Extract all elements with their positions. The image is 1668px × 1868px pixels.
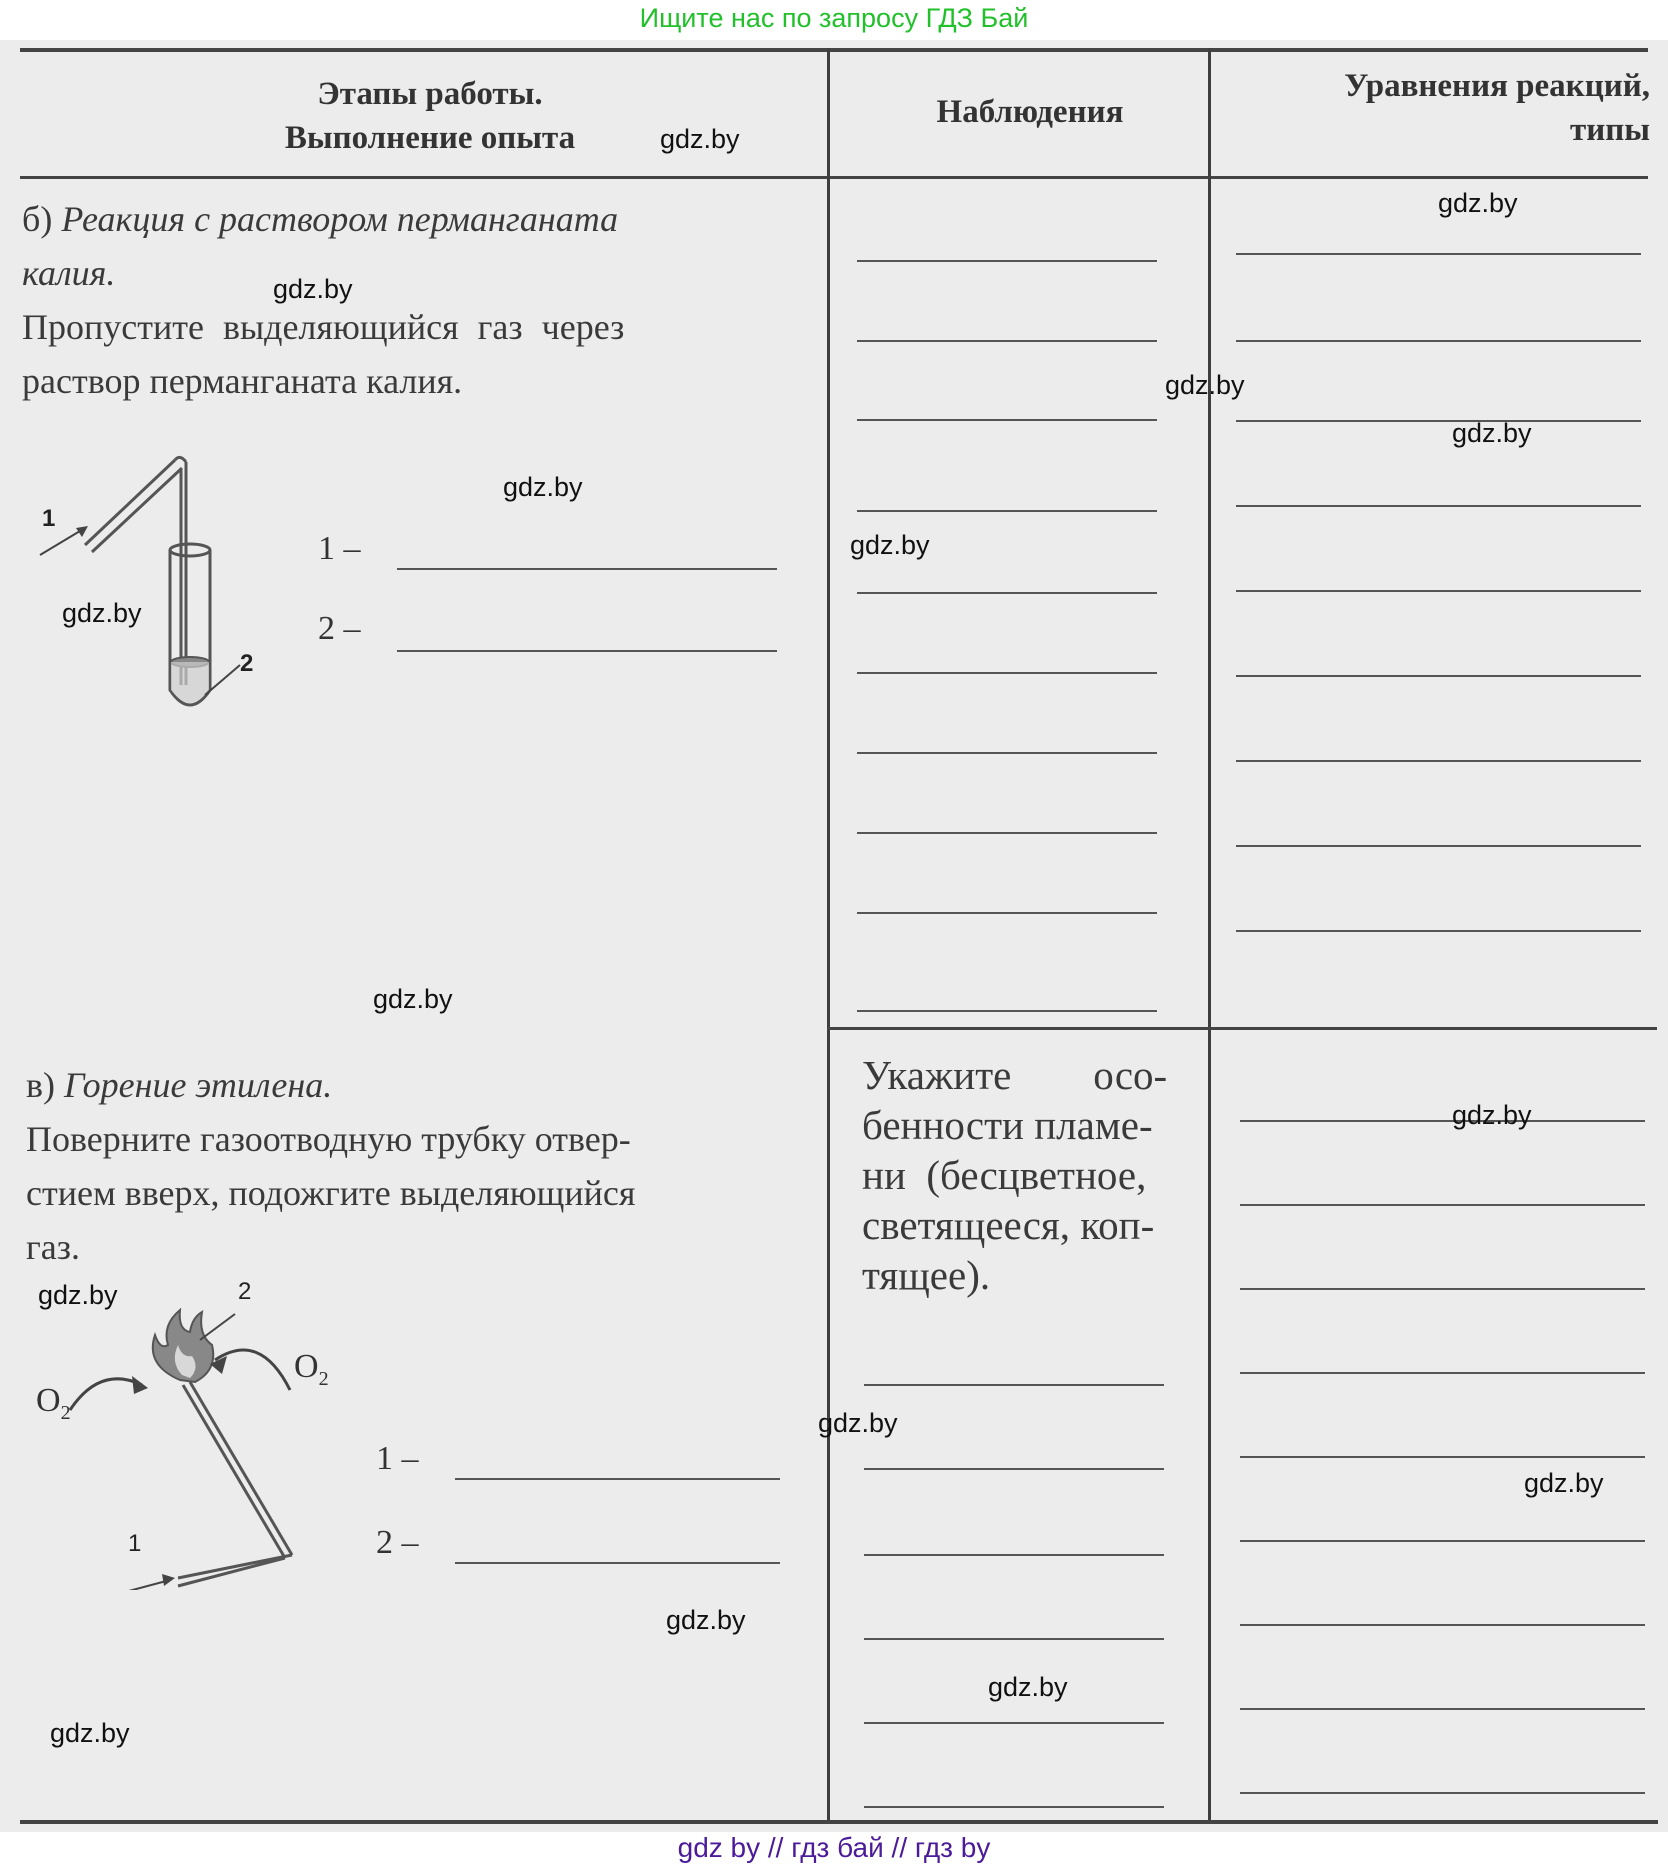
equation-b-line[interactable]	[1236, 340, 1641, 342]
section-v-marker: в)	[26, 1065, 55, 1105]
equation-b-line[interactable]	[1236, 505, 1641, 507]
table-top-rule	[20, 48, 1648, 52]
equation-b-line[interactable]	[1236, 590, 1641, 592]
equation-b-line[interactable]	[1236, 930, 1641, 932]
header-bottom-rule	[20, 176, 1648, 179]
legend-v-2-label: 2 –	[376, 1524, 419, 1561]
section-b-title: Реакция с раствором перманганата	[61, 199, 619, 239]
observation-b-line[interactable]	[857, 912, 1157, 914]
header-equations: Уравнения реакций, типы	[1344, 68, 1650, 148]
observation-b-line[interactable]	[857, 752, 1157, 754]
search-banner[interactable]: Ищите нас по запросу ГДЗ Бай	[639, 3, 1029, 33]
observation-v-line[interactable]	[864, 1806, 1164, 1808]
watermark: gdz.by	[273, 274, 353, 304]
header-observations: Наблюдения	[936, 94, 1124, 130]
figure-b-label-1: 1	[42, 505, 56, 532]
watermark: gdz.by	[1438, 188, 1518, 218]
legend-b-2-answer-line[interactable]	[397, 650, 777, 652]
equation-v-line[interactable]	[1240, 1120, 1645, 1122]
o2-left-label: $O_2$	[36, 1382, 71, 1424]
section-v-instruction-2: стием вверх, подожгите выделяющийся	[26, 1173, 636, 1213]
figure-v-label-2: 2	[238, 1278, 252, 1305]
column-divider-1	[827, 48, 830, 1821]
watermark: gdz.by	[503, 472, 583, 502]
section-b-instruction-2: раствор перманганата калия.	[22, 361, 463, 401]
equation-b-line[interactable]	[1236, 675, 1641, 677]
legend-v-1-label: 1 –	[376, 1440, 419, 1477]
observation-b-line[interactable]	[857, 340, 1157, 342]
watermark: gdz.by	[62, 598, 142, 628]
observation-v-line[interactable]	[864, 1554, 1164, 1556]
observation-v-line[interactable]	[864, 1722, 1164, 1724]
equation-v-line[interactable]	[1240, 1792, 1645, 1794]
watermark: gdz.by	[660, 124, 740, 154]
watermark: gdz.by	[988, 1672, 1068, 1702]
figure-v-label-1: 1	[128, 1530, 142, 1557]
observation-b-line[interactable]	[857, 672, 1157, 674]
observation-v-line[interactable]	[864, 1638, 1164, 1640]
section-divider-rule	[827, 1027, 1657, 1030]
equation-v-line[interactable]	[1240, 1624, 1645, 1626]
equation-b-line[interactable]	[1236, 845, 1641, 847]
equation-b-line[interactable]	[1236, 420, 1641, 422]
observation-v-line[interactable]	[864, 1384, 1164, 1386]
watermark: gdz.by	[1524, 1468, 1604, 1498]
watermark: gdz.by	[373, 984, 453, 1014]
observation-v-line[interactable]	[864, 1468, 1164, 1470]
observation-b-line[interactable]	[857, 592, 1157, 594]
legend-b-1-answer-line[interactable]	[397, 568, 777, 570]
observation-b-line[interactable]	[857, 260, 1157, 262]
equation-v-line[interactable]	[1240, 1456, 1645, 1458]
observation-b-line[interactable]	[857, 419, 1157, 421]
equation-v-line[interactable]	[1240, 1204, 1645, 1206]
column-divider-2	[1208, 48, 1211, 1821]
equation-v-line[interactable]	[1240, 1540, 1645, 1542]
section-v-instruction-3: газ.	[26, 1227, 80, 1267]
o2-right-label: $O_2$	[294, 1348, 329, 1390]
legend-b-2-label: 2 –	[318, 610, 361, 647]
figure-b-label-2: 2	[240, 650, 254, 677]
equation-v-line[interactable]	[1240, 1372, 1645, 1374]
burning-tube-figure-icon	[30, 1290, 350, 1590]
header-stages: Этапы работы. Выполнение опыта	[284, 76, 576, 156]
observation-b-line[interactable]	[857, 510, 1157, 512]
section-b-marker: б)	[22, 199, 53, 239]
section-v-text	[26, 1058, 826, 1274]
section-v-instruction-1: Поверните газоотводную трубку отвер-	[26, 1119, 631, 1159]
observation-v-prompt: Укажите осо- бенности пламе- ни (бесцветное, светящееся, коп- тящее).	[862, 1052, 1168, 1298]
observation-b-line[interactable]	[857, 832, 1157, 834]
equation-b-line[interactable]	[1236, 253, 1641, 255]
section-b-instruction-1: Пропустите выделяющийся газ через	[22, 307, 625, 347]
watermark: gdz.by	[850, 530, 930, 560]
section-b-title-cont: калия.	[22, 253, 116, 293]
section-v-title: Горение этилена.	[64, 1065, 333, 1105]
watermark: gdz.by	[1452, 1100, 1532, 1130]
watermark: gdz.by	[666, 1605, 746, 1635]
table-bottom-rule	[20, 1820, 1658, 1824]
equation-b-line[interactable]	[1236, 760, 1641, 762]
watermark: gdz.by	[1452, 418, 1532, 448]
test-tube-figure-icon	[30, 440, 260, 720]
watermark: gdz.by	[1165, 370, 1245, 400]
watermark: gdz.by	[38, 1280, 118, 1310]
observation-b-line[interactable]	[857, 1010, 1157, 1012]
legend-v-2-answer-line[interactable]	[455, 1562, 780, 1564]
watermark: gdz.by	[50, 1718, 130, 1748]
section-b-text	[22, 192, 822, 408]
watermark: gdz.by	[818, 1408, 898, 1438]
equation-v-line[interactable]	[1240, 1288, 1645, 1290]
footer-links[interactable]: gdz by // гдз бай // гдз by	[677, 1832, 991, 1863]
equation-v-line[interactable]	[1240, 1708, 1645, 1710]
legend-b-1-label: 1 –	[318, 530, 361, 567]
legend-v-1-answer-line[interactable]	[455, 1478, 780, 1480]
